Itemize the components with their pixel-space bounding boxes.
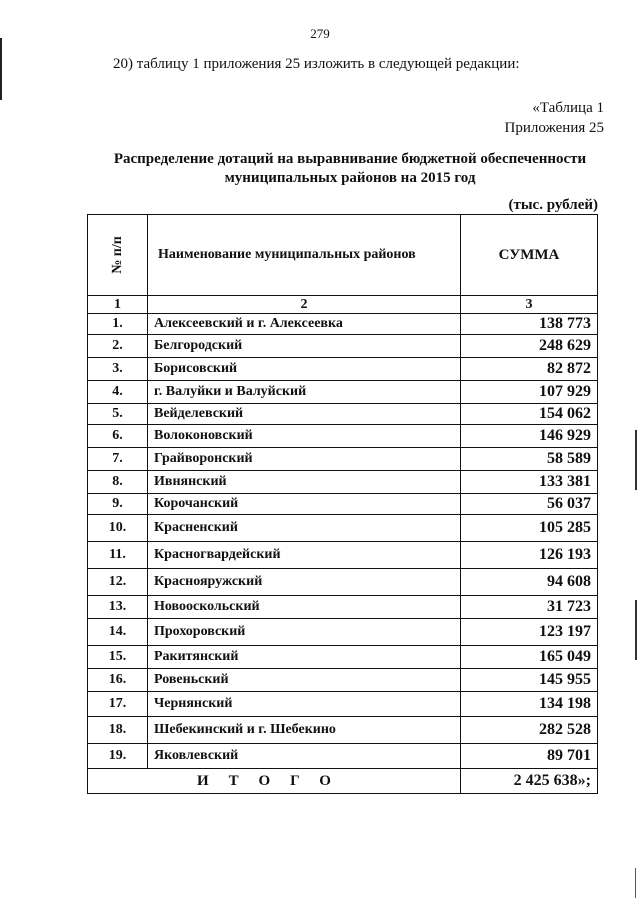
row-sum: 89 701 xyxy=(461,744,598,769)
row-sum: 154 062 xyxy=(461,404,598,425)
table-row xyxy=(88,669,598,692)
row-number: 8. xyxy=(88,471,148,494)
row-name: Краснояружский xyxy=(148,569,461,596)
document-title-line1: Распределение дотаций на выравнивание бюджетной обеспеченности xyxy=(113,151,587,167)
header-sum: СУММА xyxy=(461,215,598,296)
row-sum: 31 723 xyxy=(461,596,598,619)
table-reference xyxy=(505,98,605,138)
row-name: г. Валуйки и Валуйский xyxy=(148,381,461,404)
row-number: 13. xyxy=(88,596,148,619)
row-sum: 107 929 xyxy=(461,381,598,404)
page-number: 279 xyxy=(310,26,330,41)
row-name: Волоконовский xyxy=(148,425,461,448)
row-sum: 94 608 xyxy=(461,569,598,596)
row-number: 11. xyxy=(88,542,148,569)
row-number: 14. xyxy=(88,619,148,646)
table-reference-line2: Приложения 25 xyxy=(504,120,604,136)
row-sum: 56 037 xyxy=(461,494,598,515)
row-sum: 133 381 xyxy=(461,471,598,494)
table-row xyxy=(88,717,598,744)
row-name: Ровеньский xyxy=(148,669,461,692)
row-name: Шебекинский и г. Шебекино xyxy=(148,717,461,744)
row-number: 2. xyxy=(88,335,148,358)
table-row xyxy=(88,404,598,425)
row-name: Красногвардейский xyxy=(148,542,461,569)
table-row xyxy=(88,314,598,335)
scan-edge-mark xyxy=(635,430,637,490)
table-row xyxy=(88,515,598,542)
units-label: (тыс. рублей) xyxy=(508,197,598,213)
row-number: 16. xyxy=(88,669,148,692)
column-index-row xyxy=(88,296,598,314)
column-index: 3 xyxy=(461,296,598,314)
row-name: Грайворонский xyxy=(148,448,461,471)
total-row xyxy=(88,769,598,794)
table-row xyxy=(88,358,598,381)
row-number: 3. xyxy=(88,358,148,381)
table-reference-line1: «Таблица 1 xyxy=(532,100,604,116)
row-sum: 134 198 xyxy=(461,692,598,717)
row-number: 12. xyxy=(88,569,148,596)
row-name: Ивнянский xyxy=(148,471,461,494)
header-name: Наименование муниципальных районов xyxy=(148,215,461,296)
grants-table xyxy=(87,214,598,794)
row-sum: 138 773 xyxy=(461,314,598,335)
row-number: 10. xyxy=(88,515,148,542)
row-name: Яковлевский xyxy=(148,744,461,769)
scan-edge-mark xyxy=(0,38,2,100)
row-name: Борисовский xyxy=(148,358,461,381)
total-label: ИТОГО xyxy=(88,769,461,794)
row-sum: 145 955 xyxy=(461,669,598,692)
row-sum: 165 049 xyxy=(461,646,598,669)
row-number: 7. xyxy=(88,448,148,471)
table-row xyxy=(88,381,598,404)
row-number: 19. xyxy=(88,744,148,769)
table-row xyxy=(88,471,598,494)
scan-edge-mark xyxy=(635,600,637,660)
table-row xyxy=(88,744,598,769)
row-sum: 126 193 xyxy=(461,542,598,569)
table-row xyxy=(88,646,598,669)
table-row xyxy=(88,335,598,358)
document-title xyxy=(0,150,640,188)
row-number: 1. xyxy=(88,314,148,335)
scan-edge-mark xyxy=(635,868,636,898)
row-name: Алексеевский и г. Алексеевка xyxy=(148,314,461,335)
row-name: Чернянский xyxy=(148,692,461,717)
row-sum: 282 528 xyxy=(461,717,598,744)
total-sum: 2 425 638»; xyxy=(461,769,598,794)
row-number: 15. xyxy=(88,646,148,669)
row-sum: 248 629 xyxy=(461,335,598,358)
row-sum: 123 197 xyxy=(461,619,598,646)
row-number: 4. xyxy=(88,381,148,404)
row-sum: 82 872 xyxy=(461,358,598,381)
row-number: 5. xyxy=(88,404,148,425)
row-sum: 146 929 xyxy=(461,425,598,448)
table-row xyxy=(88,425,598,448)
row-number: 9. xyxy=(88,494,148,515)
row-number: 6. xyxy=(88,425,148,448)
intro-text: 20) таблицу 1 приложения 25 изложить в следующей редакции: xyxy=(113,56,520,72)
table-row xyxy=(88,569,598,596)
row-sum: 105 285 xyxy=(461,515,598,542)
document-title-line2: муниципальных районов на 2015 год xyxy=(224,170,476,186)
row-name: Вейделевский xyxy=(148,404,461,425)
row-number: 17. xyxy=(88,692,148,717)
header-number-cell xyxy=(88,215,148,296)
row-name: Ракитянский xyxy=(148,646,461,669)
row-sum: 58 589 xyxy=(461,448,598,471)
row-name: Красненский xyxy=(148,515,461,542)
table-row xyxy=(88,542,598,569)
header-number: № п/п xyxy=(109,236,125,274)
table-header-row xyxy=(88,215,598,296)
table-row xyxy=(88,448,598,471)
column-index: 2 xyxy=(148,296,461,314)
table-row xyxy=(88,619,598,646)
row-number: 18. xyxy=(88,717,148,744)
row-name: Белгородский xyxy=(148,335,461,358)
row-name: Корочанский xyxy=(148,494,461,515)
table-row xyxy=(88,494,598,515)
row-name: Прохоровский xyxy=(148,619,461,646)
column-index: 1 xyxy=(88,296,148,314)
row-name: Новооскольский xyxy=(148,596,461,619)
table-row xyxy=(88,692,598,717)
table-row xyxy=(88,596,598,619)
